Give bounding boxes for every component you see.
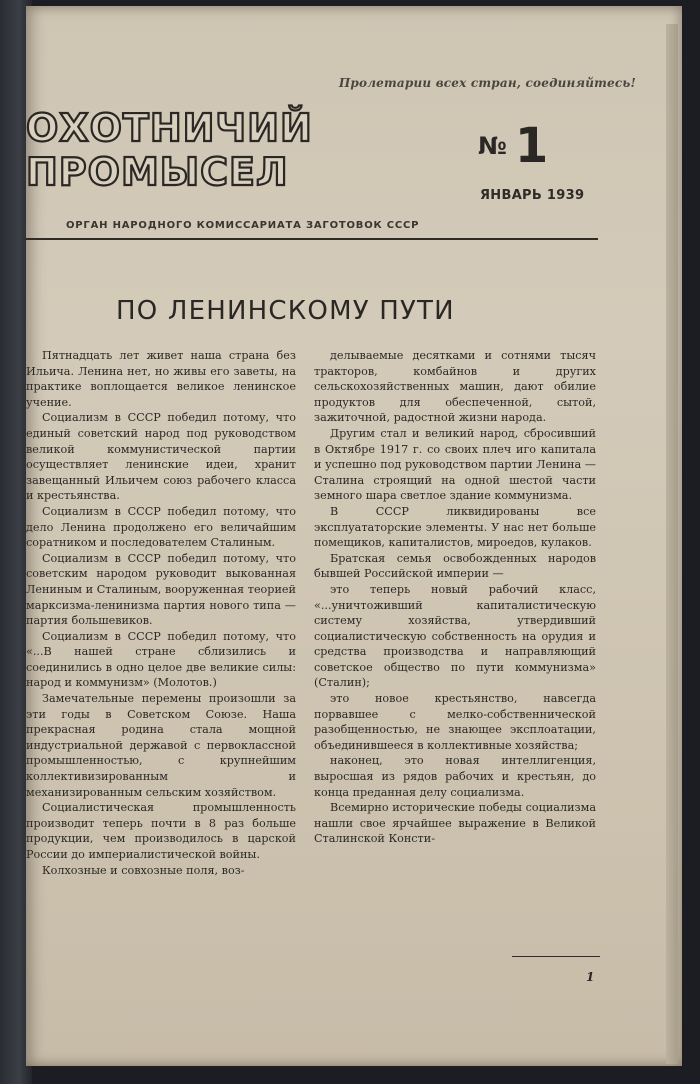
paragraph: Социалистическая промышленность производит теперь почти в 8 раз больше продукции, чем производилось в царской России до империалистической войны. [26,801,296,861]
paragraph: Социализм в СССР победил потому, что дело Ленина продолжено его величайшим соратником и последователем Сталиным. [26,504,296,550]
footer-rule [512,956,600,957]
page-number: 1 [586,970,595,984]
paragraph: Другим стал и великий народ, сбросивший в Октябре 1917 г. со своих плеч иго капитала и успешно под руководством партии Ленина — Сталина строящий на одной шестой части земного шара светлое здание коммунизма. [314,426,596,503]
paragraph: наконец, это новая интеллигенция, выросшая из рядов рабочих и крестьян, до конца преданная делу социализма. [314,754,596,799]
issue-number [478,118,548,174]
paragraph: Пятнадцать лет живет наша страна без Ильича. Ленина нет, но живы его заветы, на практике воплощается великое ленинское учение. [26,349,296,409]
paragraph: Социализм в СССР победил потому, что советским народом руководит выкованная Лениным и Сталиным, вооруженная теорией марксизма-ленинизма партия нового типа — партия большевиков. [26,551,296,628]
article-column-right [314,348,596,847]
paragraph: Социализм в СССР победил потому, что единый советский народ под руководством великой коммунистической партии осуществляет ленинские идеи, хранит завещанный Ильичем союз рабочего класса и крестьянства. [26,411,296,503]
paragraph: Замечательные перемены произошли за эти годы в Советском Союзе. Наша прекрасная родина стала мощной индустриальной державой с первоклассной промышленностью, с крупнейшим коллективизированным и механизированным сельским хозяйством. [26,692,296,799]
masthead-title [26,106,446,194]
paragraph: Братская семья освобожденных народов бывшей Российской империи — [314,551,596,581]
journal-page [26,6,682,1066]
article-headline: ПО ЛЕНИНСКОМУ ПУТИ [116,296,455,326]
paragraph: В СССР ликвидированы все эксплуататорские элементы. У нас нет больше помещиков, капиталистов, мироедов, кулаков. [314,504,596,550]
issue-number-sign: № [478,132,507,160]
masthead-title-line-2: ПРОМЫСЕЛ [26,150,289,194]
paragraph: Колхозные и совхозные поля, воз- [42,863,245,877]
article-column-left [26,348,296,878]
masthead-motto: Пролетарии всех стран, соединяйтесь! [338,76,636,90]
issue-number-value: 1 [514,118,549,174]
masthead-rule [26,238,598,240]
masthead-title-line-1: ОХОТНИЧИЙ [26,106,313,150]
paragraph: это новое крестьянство, навсегда порвавшее с мелко-собственнической разобщенностью, не знающее эксплоатации, объединившееся в коллективные хозяйства; [314,692,596,752]
issue-date: ЯНВАРЬ 1939 [480,188,585,203]
masthead-organ: ОРГАН НАРОДНОГО КОМИССАРИАТА ЗАГОТОВОК СССР [66,220,420,231]
paragraph: это теперь новый рабочий класс, «...уничтоживший капиталистическую систему хозяйства, утвердивший социалистическую собственность на орудия и средства производства и направляющий советское общество по пути коммунизма» (Сталин); [314,582,596,690]
paragraph: делываемые десятками и сотнями тысяч тракторов, комбайнов и других сельскохозяйственных машин, дают обилие продуктов для обеспеченной, сытой, зажиточной, радостной жизни народа. [314,349,596,425]
paragraph: Всемирно исторические победы социализма нашли свое ярчайшее выражение в Великой Сталинской Консти- [314,801,596,846]
paragraph: Социализм в СССР победил потому, что «...В нашей стране сблизились и соединились в одно целое две великие силы: народ и коммунизм» (Молотов.) [26,629,296,690]
page-edge [666,24,678,1064]
